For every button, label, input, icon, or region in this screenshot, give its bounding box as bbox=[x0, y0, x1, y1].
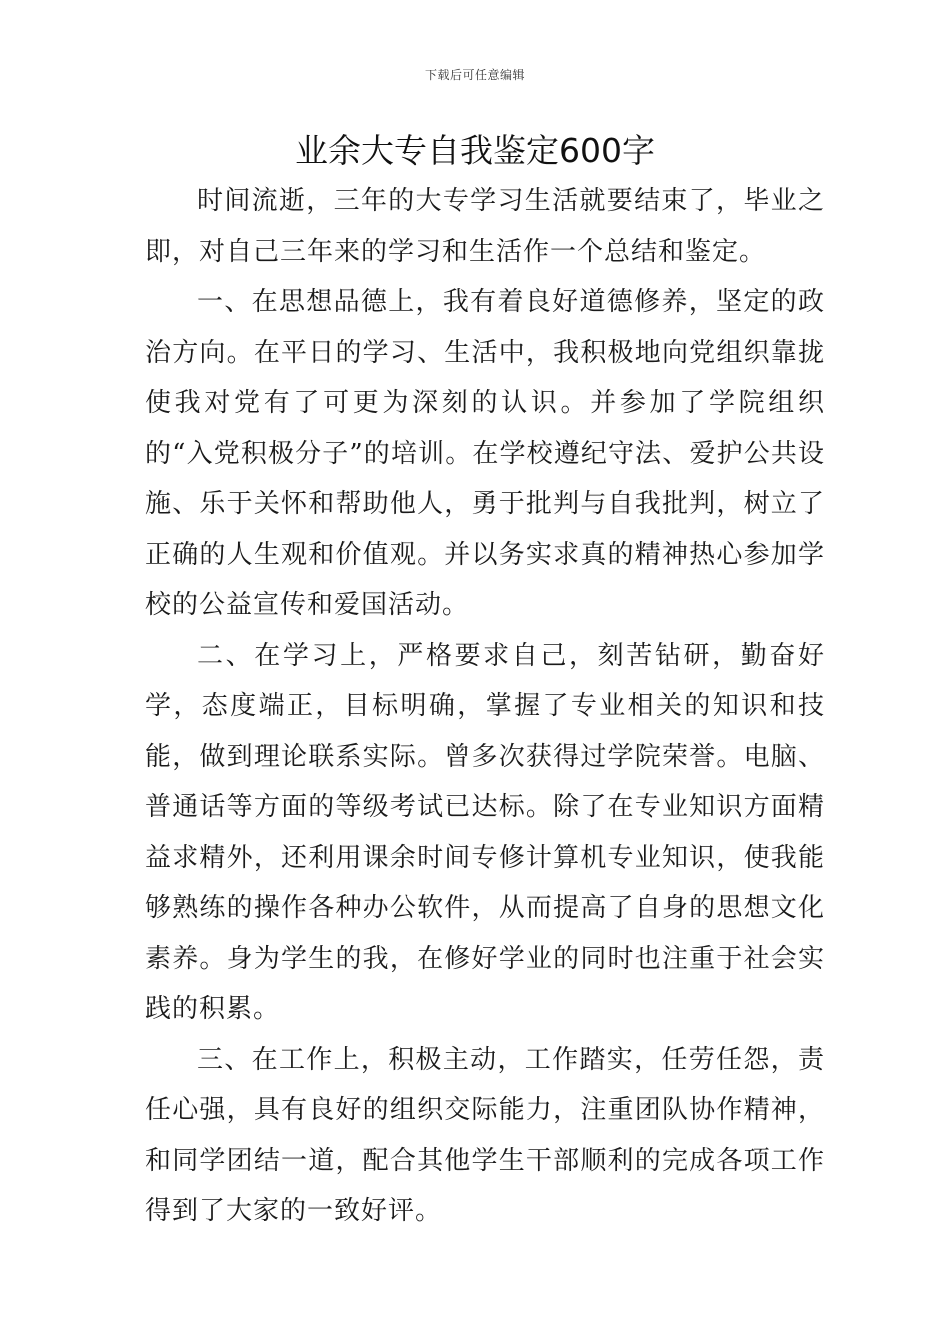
header-note: 下载后可任意编辑 bbox=[424, 68, 525, 82]
document-title: 业余大专自我鉴定600字 bbox=[295, 131, 655, 170]
document-body bbox=[145, 176, 825, 1237]
paragraph-ideology: 一、在思想品德上，我有着良好道德修养，坚定的政治方向。在平日的学习、生活中，我积极地向党组织靠拢使我对党有了可更为深刻的认识。并参加了学院组织的“入党积极分子”的培训。在学校遵纪守法、爱护公共设施、乐于关怀和帮助他人，勇于批判与自我批判，树立了正确的人生观和价值观。并以务实求真的精神热心参加学校的公益宣传和爱国活动。 bbox=[145, 287, 825, 620]
paragraph-intro: 时间流逝，三年的大专学习生活就要结束了，毕业之即，对自己三年来的学习和生活作一个总结和鉴定。 bbox=[145, 186, 825, 267]
paragraph-study: 二、在学习上，严格要求自己，刻苦钻研，勤奋好学，态度端正，目标明确，掌握了专业相关的知识和技能，做到理论联系实际。曾多次获得过学院荣誉。电脑、普通话等方面的等级考试已达标。除了在专业知识方面精益求精外，还利用课余时间专修计算机专业知识，使我能够熟练的操作各种办公软件，从而提高了自身的思想文化素养。身为学生的我，在修好学业的同时也注重于社会实践的积累。 bbox=[145, 640, 825, 1024]
paragraph-work: 三、在工作上，积极主动，工作踏实，任劳任怨，责任心强，具有良好的组织交际能力，注重团队协作精神，和同学团结一道，配合其他学生干部顺利的完成各项工作得到了大家的一致好评。 bbox=[145, 1044, 825, 1226]
